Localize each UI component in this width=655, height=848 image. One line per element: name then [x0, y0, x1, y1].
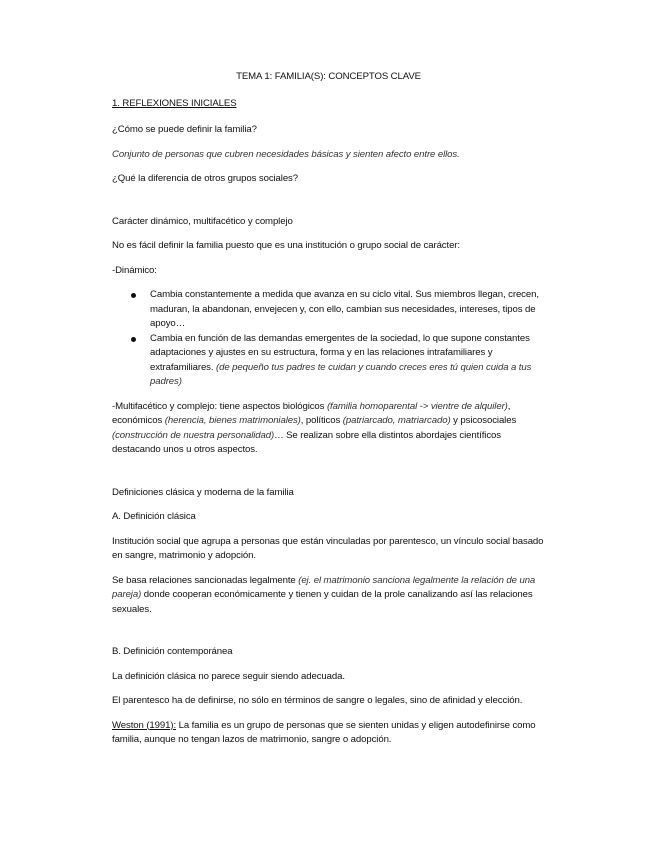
list-item: [150, 288, 545, 332]
heading-definiciones: Definiciones clásica y moderna de la familia: [112, 486, 294, 498]
section-heading-reflexiones: 1. REFLEXIONES INICIALES: [112, 97, 237, 109]
text-run-italic: (patriarcado, matriarcado): [342, 415, 451, 426]
bullet-text-demandas: Cambia en función de las demandas emergentes de la sociedad, lo que supone constantes adaptaciones y ajustes en su estructura, forma y en las relaciones intrafamiliares y extrafamiliares.: [150, 332, 530, 373]
heading-caracter: Carácter dinámico, multifacético y complejo: [112, 215, 293, 227]
spacer: [112, 468, 545, 486]
text-run: , económicos: [112, 400, 511, 426]
text-run-italic: (familia homoparental -> vientre de alquiler): [326, 400, 508, 412]
text-run-italic: (herencia, bienes matrimoniales): [164, 415, 301, 426]
paragraph-intro-caracter: No es fácil definir la familia puesto que es una institución o grupo social de carácter:: [112, 240, 460, 251]
text-run: donde cooperan económicamente y tienen y cuidan de la prole canalizando así las relaciones sexuales.: [112, 589, 533, 615]
heading-definicion-contemporanea: B. Definición contemporánea: [112, 646, 233, 657]
text-run: … Se realizan sobre ella distintos abordajes científicos destacando unos u otros aspectos.: [112, 429, 501, 455]
spacer: [112, 627, 545, 645]
text-run: La familia es un grupo de personas que se sienten unidas y eligen autodefinirse como familia, aunque no tengan lazos de matrimonio, sangre o adopción.: [112, 719, 536, 745]
list-item: [150, 332, 545, 390]
citation-weston: Weston (1991):: [112, 719, 177, 731]
paragraph-definicion-clasica: Institución social que agrupa a personas que están vinculadas por parentesco, un vínculo social basado en sangre, matrimonio y adopción.: [112, 535, 544, 561]
bullet-list-dinamico: [112, 288, 545, 390]
text-run: , políticos: [300, 415, 341, 426]
answer-definir-familia: Conjunto de personas que cubren necesidades básicas y sienten afecto entre ellos.: [112, 148, 460, 160]
spacer: [112, 197, 545, 215]
text-run-italic: (construcción de nuestra personalidad): [112, 429, 275, 441]
bullet-text-ciclo-vital: Cambia constantemente a medida que avanza en su ciclo vital. Sus miembros llegan, crecen, maduran, la abandonan, envejecen y, con ello, cambian sus necesidades, intereses, tipos de apoyo…: [150, 289, 539, 329]
paragraph-multifacetico: [112, 400, 545, 458]
document-title: TEMA 1: FAMILIA(S): CONCEPTOS CLAVE: [236, 71, 421, 82]
paragraph-parentesco: El parentesco ha de definirse, no sólo en términos de sangre o legales, sino de afinidad y elección.: [112, 695, 523, 706]
bullet-icon: [131, 293, 136, 298]
text-run: -Multifacético y complejo: tiene aspectos biológicos: [112, 400, 325, 412]
text-run-italic: (ej. el matrimonio sanciona legalmente la relación de una pareja): [112, 574, 536, 600]
question-diferencia-grupos: ¿Qué la diferencia de otros grupos sociales?: [112, 173, 298, 184]
paragraph-weston: [112, 719, 545, 748]
text-run: Se basa relaciones sancionadas legalmente: [112, 574, 296, 586]
bullet-icon: [131, 337, 136, 342]
label-dinamico: -Dinámico:: [112, 264, 157, 276]
question-definir-familia: ¿Cómo se puede definir la familia?: [112, 124, 257, 135]
heading-definicion-clasica: A. Definición clásica: [112, 511, 196, 522]
text-run: y psicosociales: [450, 415, 517, 426]
paragraph-definicion-no-adecuada: La definición clásica no parece seguir siendo adecuada.: [112, 670, 345, 682]
paragraph-relaciones-sancionadas: [112, 574, 545, 618]
bullet-text-demandas-example: (de pequeño tus padres te cuidan y cuando creces eres tú quien cuida a tus padres): [150, 361, 532, 387]
